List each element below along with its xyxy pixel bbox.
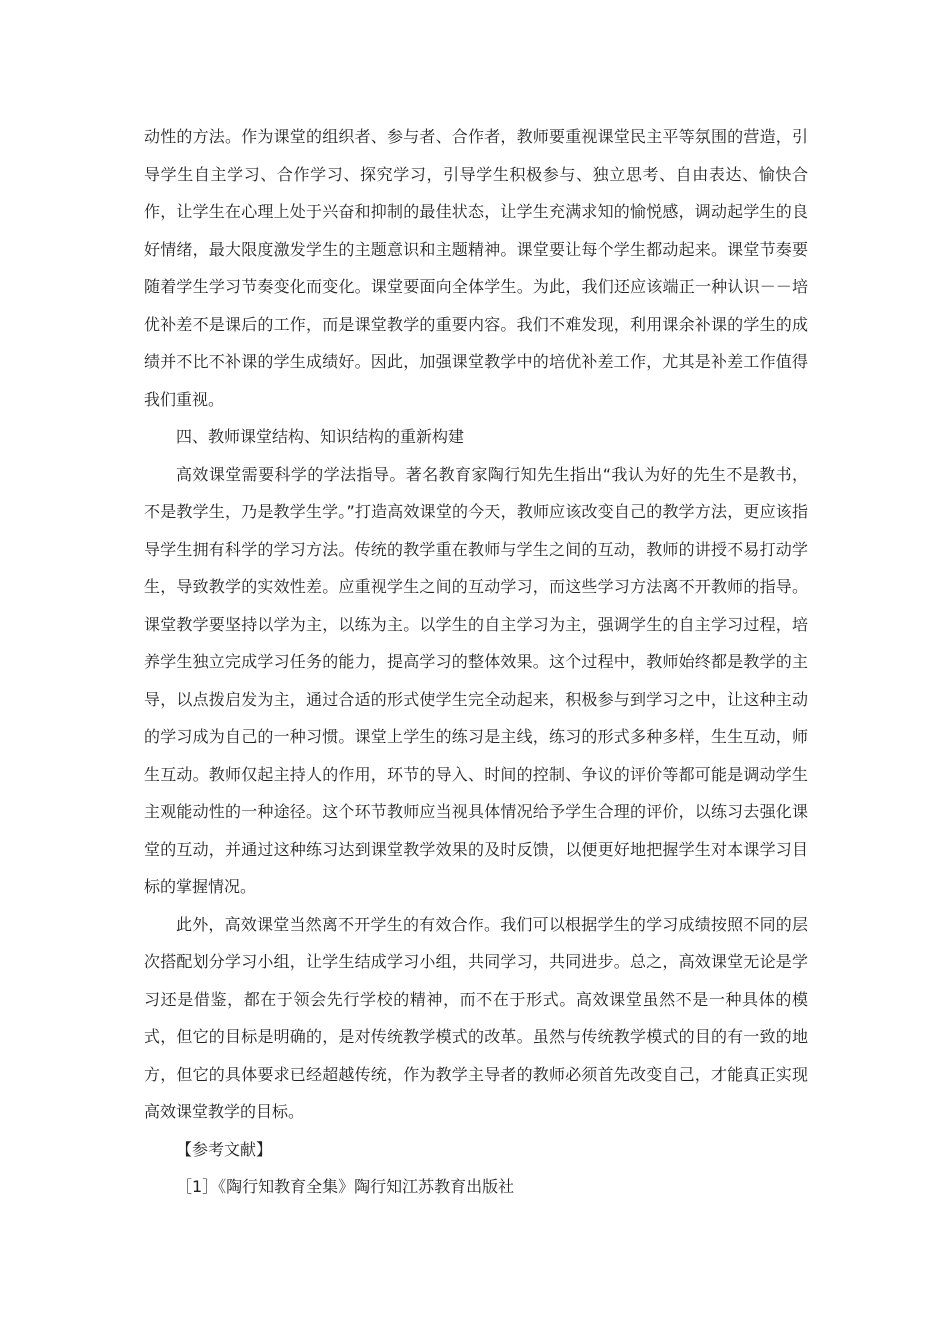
section-heading: 四、教师课堂结构、知识结构的重新构建 — [176, 427, 465, 446]
paragraph-cooperation: 此外，高效课堂当然离不开学生的有效合作。我们可以根据学生的学习成绩按照不同的层次搭配划分学习小组，让学生结成学习小组，共同学习，共同进步。总之，高效课堂无论是学习还是借鉴，都在于领会先行学校的精神，而不在于形式。高效课堂虽然不是一种具体的模式，但它的目标是明确的，是对传统教学模式的改革。虽然与传统教学模式的目的有一致的地方，但它的具体要求已经超越传统，作为教学主导者的教师必须首先改变自己，才能真正实现高效课堂教学的目标。 — [144, 914, 808, 1121]
document-body — [144, 118, 808, 1206]
reference-item: ［1］《陶行知教育全集》陶行知江苏教育出版社 — [176, 1177, 515, 1196]
paragraph-study-guidance: 高效课堂需要科学的学法指导。著名教育家陶行知先生指出“我认为好的先生不是教书，不是教学生，乃是教学生学。”打造高效课堂的今天，教师应该改变自己的教学方法，更应该指导学生拥有科学的学习方法。传统的教学重在教师与学生之间的互动，教师的讲授不易打动学生，导致教学的实效性差。应重视学生之间的互动学习，而这些学习方法离不开教师的指导。课堂教学要坚持以学为主，以练为主。以学生的自主学习为主，强调学生的自主学习过程，培养学生独立完成学习任务的能力，提高学习的整体效果。这个过程中，教师始终都是教学的主导，以点拨启发为主，通过合适的形式使学生完全动起来，积极参与到学习之中，让这种主动的学习成为自己的一种习惯。课堂上学生的练习是主线，练习的形式多种多样，生生互动，师生互动。教师仅起主持人的作用，环节的导入、时间的控制、争议的评价等都可能是调动学生主观能动性的一种途径。这个环节教师应当视具体情况给予学生合理的评价，以练习去强化课堂的互动，并通过这种练习达到课堂教学效果的及时反馈，以便更好地把握学生对本课学习目标的掌握情况。 — [144, 464, 808, 896]
paragraph-continuation: 动性的方法。作为课堂的组织者、参与者、合作者，教师要重视课堂民主平等氛围的营造，引导学生自主学习、合作学习、探究学习，引导学生积极参与、独立思考、自由表达、愉快合作，让学生在心理上处于兴奋和抑制的最佳状态，让学生充满求知的愉悦感，调动起学生的良好情绪，最大限度激发学生的主题意识和主题精神。课堂要让每个学生都动起来。课堂节奏要随着学生学习节奏变化而变化。课堂要面向全体学生。为此，我们还应该端正一种认识－－培优补差不是课后的工作，而是课堂教学的重要内容。我们不难发现，利用课余补课的学生的成绩并不比不补课的学生成绩好。因此，加强课堂教学中的培优补差工作，尤其是补差工作值得我们重视。 — [144, 127, 808, 409]
references-heading: 【参考文献】 — [176, 1139, 273, 1159]
